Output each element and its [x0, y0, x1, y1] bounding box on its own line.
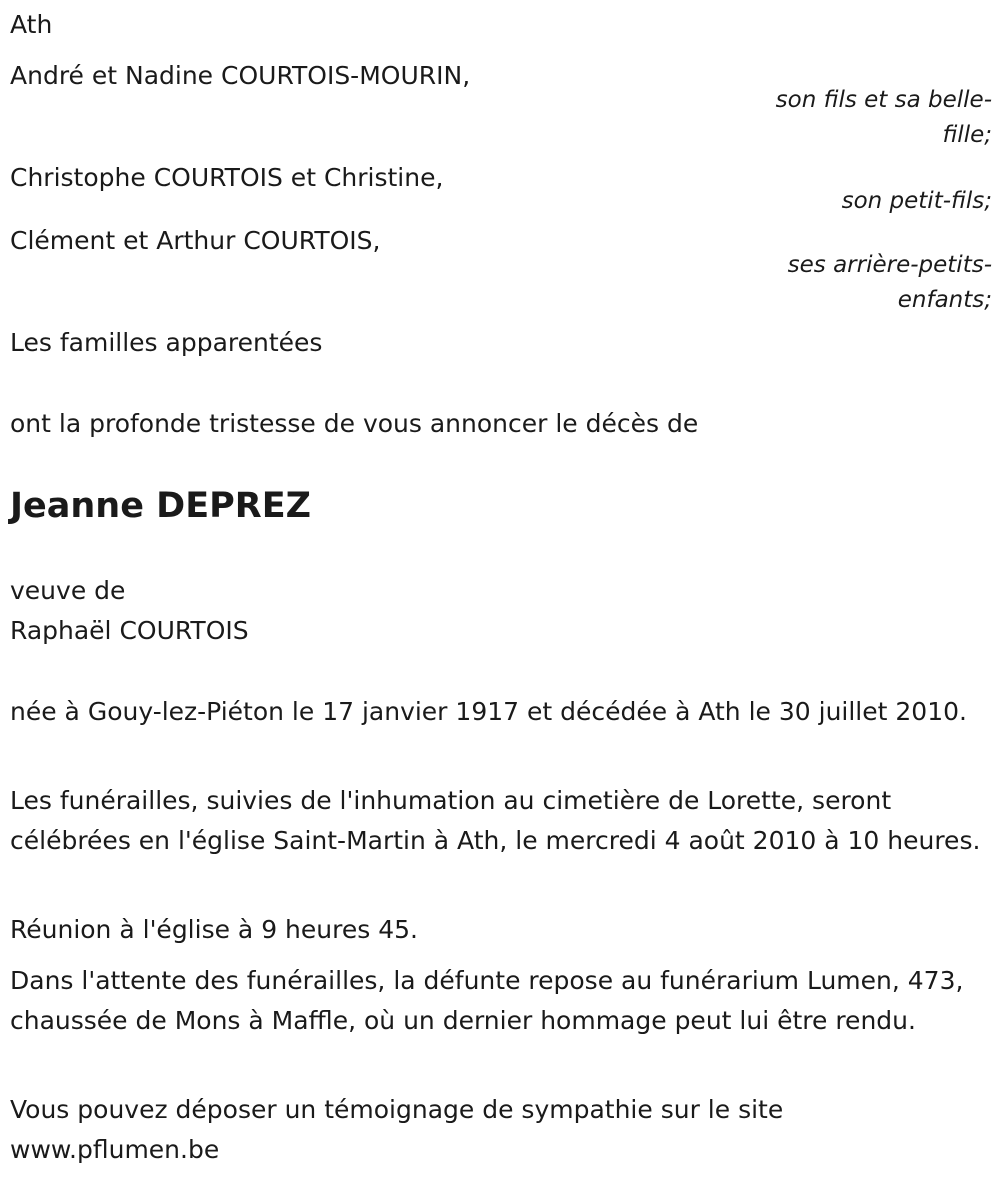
family-member-names: Christophe COURTOIS et Christine,: [10, 163, 444, 192]
meeting-text: Réunion à l'église à 9 heures 45.: [10, 915, 418, 944]
family-member-names: Clément et Arthur COURTOIS,: [10, 226, 381, 255]
birth-death-text: née à Gouy-lez-Piéton le 17 janvier 1917 et décédée à Ath le 30 juillet 2010.: [10, 697, 967, 726]
deceased-name: Jeanne DEPREZ: [10, 486, 311, 526]
announcement-text: ont la profonde tristesse de vous annoncer le décès de: [10, 409, 699, 438]
family-member-names: André et Nadine COURTOIS-MOURIN,: [10, 61, 471, 90]
family-member-relation: son fils et sa belle-fille;: [775, 87, 992, 148]
family-member-relation: ses arrière-petits-enfants;: [787, 252, 992, 313]
resting-text: Dans l'attente des funérailles, la défunte repose au funérarium Lumen, 473, chaussée de Mons à Maffle, où un dernier hommage peut lui être rendu.: [10, 966, 964, 1035]
widow-of-label: veuve de: [10, 576, 126, 605]
related-families: Les familles apparentées: [10, 328, 323, 357]
family-member-relation: son petit-fils;: [841, 188, 992, 214]
location: Ath: [10, 10, 53, 39]
funeral-text: Les funérailles, suivies de l'inhumation au cimetière de Lorette, seront célébrées en l'église Saint-Martin à Ath, le mercredi 4 août 2010 à 10 heures.: [10, 786, 981, 855]
spouse-name: Raphaël COURTOIS: [10, 616, 249, 645]
condolences-text: Vous pouvez déposer un témoignage de sympathie sur le site www.pflumen.be: [10, 1095, 784, 1164]
